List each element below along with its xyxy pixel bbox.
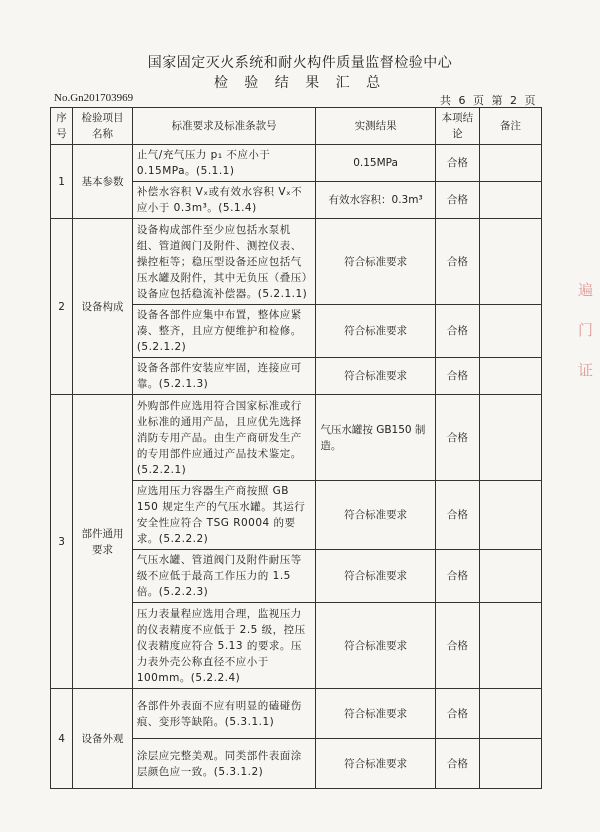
row-result: 有效水容积：0.3m³ <box>316 182 435 219</box>
row-note <box>480 145 542 182</box>
row-note <box>480 739 542 789</box>
row-conclusion: 合格 <box>435 739 479 789</box>
page-info: 共 6 页 第 2 页 <box>440 94 536 107</box>
row-conclusion: 合格 <box>435 305 479 358</box>
doc-title: 检 验 结 果 汇 总 <box>213 75 387 91</box>
row-req: 涂层应完整美观。同类部件表面涂层颜色应一致。(5.3.1.2) <box>132 739 316 789</box>
row-req: 各部件外表面不应有明显的磕碰伤痕、变形等缺陷。(5.3.1.1) <box>132 689 316 739</box>
report-number: No.Gn201703969 <box>54 92 134 104</box>
row-no: 1 <box>51 145 73 219</box>
row-conclusion: 合格 <box>435 481 479 550</box>
header-item: 检验项目名称 <box>73 108 133 145</box>
row-result: 符合标准要求 <box>316 603 435 689</box>
stamp-char: 证 <box>578 361 594 379</box>
row-result: 0.15MPa <box>316 145 435 182</box>
row-conclusion: 合格 <box>435 550 479 603</box>
row-conclusion: 合格 <box>435 358 479 395</box>
table-row <box>51 689 542 739</box>
row-conclusion: 合格 <box>435 182 479 219</box>
row-note <box>480 358 542 395</box>
header-note: 备注 <box>480 108 542 145</box>
row-result: 符合标准要求 <box>316 358 435 395</box>
row-req: 设备各部件安装应牢固，连接应可靠。(5.2.1.3) <box>132 358 316 395</box>
row-result: 符合标准要求 <box>316 550 435 603</box>
table-row <box>51 219 542 305</box>
row-result: 符合标准要求 <box>316 219 435 305</box>
stamp-char: 遍 <box>578 281 594 299</box>
row-item: 基本参数 <box>73 145 133 219</box>
row-note <box>480 603 542 689</box>
row-note <box>480 395 542 481</box>
table-row <box>51 145 542 182</box>
row-req: 止气/充气压力 p₁ 不应小于 0.15MPa。(5.1.1) <box>132 145 316 182</box>
row-note <box>480 689 542 739</box>
stamp-char: 门 <box>578 321 594 339</box>
header-no: 序号 <box>51 108 73 145</box>
row-note <box>480 305 542 358</box>
row-result: 符合标准要求 <box>316 689 435 739</box>
header-req: 标准要求及标准条款号 <box>132 108 316 145</box>
row-item: 部件通用要求 <box>73 395 133 689</box>
org-title: 国家固定灭火系统和耐火构件质量监督检验中心 <box>147 55 453 71</box>
row-conclusion: 合格 <box>435 395 479 481</box>
row-note <box>480 219 542 305</box>
row-req: 补偿水容积 Vₓ或有效水容积 Vₓ不应小于 0.3m³。(5.1.4) <box>132 182 316 219</box>
row-req: 应选用压力容器生产商按照 GB 150 规定生产的气压水罐。其运行安全性应符合 TSG R0004 的要求。(5.2.2.2) <box>132 481 316 550</box>
row-result: 气压水罐按 GB150 制造。 <box>316 395 435 481</box>
header-result: 实测结果 <box>316 108 435 145</box>
row-conclusion: 合格 <box>435 689 479 739</box>
row-note <box>480 550 542 603</box>
row-note <box>480 481 542 550</box>
row-req: 外购部件应选用符合国家标准或行业标准的通用产品，且应优先选择消防专用产品。由生产商研发生产的专用部件应通过产品技术鉴定。(5.2.2.1) <box>132 395 316 481</box>
row-item: 设备外观 <box>73 689 133 789</box>
seal-stamp <box>578 270 600 390</box>
row-conclusion: 合格 <box>435 603 479 689</box>
results-table <box>50 107 542 789</box>
row-no: 3 <box>51 395 73 689</box>
table-row <box>51 395 542 481</box>
row-conclusion: 合格 <box>435 145 479 182</box>
row-req: 气压水罐、管道阀门及附件耐压等级不应低于最高工作压力的 1.5 倍。(5.2.2.3) <box>132 550 316 603</box>
row-item: 设备构成 <box>73 219 133 395</box>
row-req: 压力表量程应选用合理，监视压力的仪表精度不应低于 2.5 级，控压仪表精度应符合 5.13 的要求。压力表外壳公称直径不应小于 100mm。(5.2.2.4) <box>132 603 316 689</box>
row-conclusion: 合格 <box>435 219 479 305</box>
table-header-row <box>51 108 542 145</box>
row-result: 符合标准要求 <box>316 481 435 550</box>
row-result: 符合标准要求 <box>316 305 435 358</box>
row-result: 符合标准要求 <box>316 739 435 789</box>
row-no: 4 <box>51 689 73 789</box>
row-req: 设备各部件应集中布置，整体应紧凑、整齐，且应方便维护和检修。(5.2.1.2) <box>132 305 316 358</box>
row-no: 2 <box>51 219 73 395</box>
row-req: 设备构成部件至少应包括水泵机组、管道阀门及附件、测控仪表、操控柜等；稳压型设备还应包括气压水罐及附件，其中无负压（叠压）设备应包括稳流补偿器。(5.2.1.1) <box>132 219 316 305</box>
row-note <box>480 182 542 219</box>
header-conclusion: 本项结论 <box>435 108 479 145</box>
